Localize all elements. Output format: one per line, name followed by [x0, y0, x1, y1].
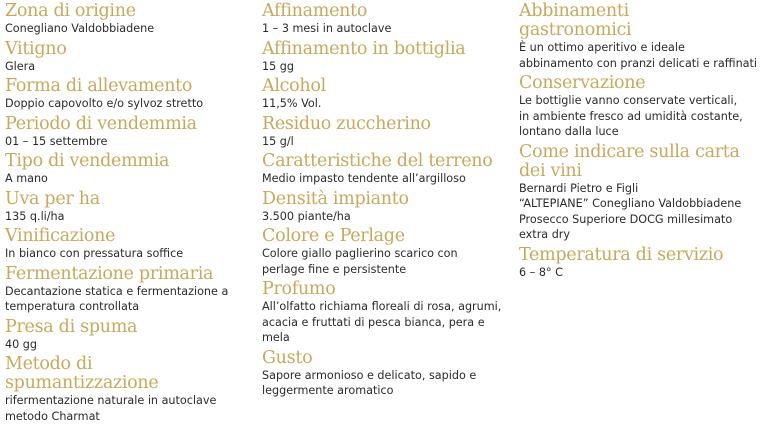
spec-value: Bernardi Pietro e Figli “ALTEPIANE” Conegliano Valdobbiadene Prosecco Superiore DOCG millesimato extra dry	[519, 181, 742, 241]
spec-entry	[5, 318, 250, 353]
spec-label: Colore e Perlage	[262, 226, 405, 246]
spec-label: Residuo zuccherino	[262, 113, 431, 134]
spec-label: Conservazione	[519, 73, 646, 93]
spec-value: A mano	[5, 172, 48, 185]
spec-value: 40 gg	[5, 337, 37, 351]
spec-entry	[5, 355, 250, 424]
spec-entry	[5, 77, 250, 112]
spec-value: 11,5% Vol.	[262, 97, 322, 110]
spec-value: All’olfatto richiama floreali di rosa, agrumi, acacia e fruttati di pesca bianca, pera e mela	[262, 300, 502, 344]
spec-value: Conegliano Valdobbiadene	[5, 22, 155, 35]
spec-entry	[262, 280, 512, 346]
spec-label: Caratteristiche del terreno	[262, 151, 493, 171]
spec-entry	[262, 190, 512, 225]
spec-label: Presa di spuma	[5, 316, 138, 337]
spec-label: Affinamento in bottiglia	[262, 38, 466, 59]
spec-label: Zona di origine	[5, 1, 136, 21]
spec-value: In bianco con pressatura soffice	[5, 247, 184, 260]
spec-value: 01 – 15 settembre	[5, 134, 108, 148]
spec-value: Colore giallo paglierino scarico con perlage fine e persistente	[262, 247, 458, 276]
spec-label: Forma di allevamento	[5, 76, 193, 96]
spec-entry	[519, 74, 767, 140]
spec-value: Le bottiglie vanno conservate verticali, in ambiente fresco ad umidità costante, lontano dalla luce	[519, 94, 743, 138]
spec-value: Sapore armonioso e delicato, sapido e leggermente aromatico	[262, 368, 477, 397]
column-middle	[262, 2, 512, 402]
spec-entry	[5, 190, 250, 225]
spec-label: Densità impianto	[262, 188, 409, 209]
column-left	[5, 2, 250, 427]
spec-label: Gusto	[262, 347, 313, 368]
spec-value: Doppio capovolto e/o sylvoz stretto	[5, 97, 204, 110]
spec-entry	[262, 349, 512, 399]
spec-entry	[262, 40, 512, 75]
column-right	[519, 2, 767, 283]
spec-label: Fermentazione primaria	[5, 263, 214, 284]
spec-entry	[262, 152, 512, 187]
spec-label: Vitigno	[5, 38, 67, 59]
spec-label: Uva per ha	[5, 188, 100, 209]
spec-label: Tipo di vendemmia	[5, 151, 170, 171]
spec-value: Decantazione statica e fermentazione a temperatura controllata	[5, 284, 229, 313]
spec-entry	[262, 77, 512, 112]
spec-entry	[5, 115, 250, 150]
spec-label: Temperatura di servizio	[519, 244, 724, 265]
spec-value: È un ottimo aperitivo e ideale abbinamento con pranzi delicati e raffinati	[519, 41, 758, 70]
spec-entry	[5, 2, 250, 37]
spec-value: 15 g/l	[262, 134, 294, 148]
spec-value: 1 – 3 mesi in autoclave	[262, 22, 392, 35]
spec-entry	[5, 152, 250, 187]
spec-value: 135 q.li/ha	[5, 209, 65, 223]
spec-entry	[519, 143, 767, 243]
spec-value: 3.500 piante/ha	[262, 209, 351, 223]
spec-entry	[5, 40, 250, 75]
spec-entry	[262, 227, 512, 277]
spec-label: Affinamento	[262, 1, 368, 21]
spec-value: Glera	[5, 59, 36, 73]
spec-label: Alcohol	[262, 76, 326, 96]
spec-entry	[262, 115, 512, 150]
spec-value: Medio impasto tendente all’argilloso	[262, 172, 466, 185]
spec-label: Abbinamenti gastronomici	[519, 1, 632, 40]
spec-entry	[5, 227, 250, 262]
spec-value: rifermentazione naturale in autoclave metodo Charmat	[5, 394, 217, 423]
spec-label: Come indicare sulla carta dei vini	[519, 141, 740, 181]
spec-entry	[519, 2, 767, 71]
spec-entry	[5, 265, 250, 315]
spec-label: Vinificazione	[5, 226, 116, 246]
spec-label: Profumo	[262, 279, 336, 299]
spec-entry	[519, 246, 767, 281]
spec-value: 6 – 8° C	[519, 265, 563, 279]
spec-label: Periodo di vendemmia	[5, 113, 197, 134]
spec-value: 15 gg	[262, 59, 294, 73]
spec-entry	[262, 2, 512, 37]
spec-label: Metodo di spumantizzazione	[5, 354, 159, 393]
